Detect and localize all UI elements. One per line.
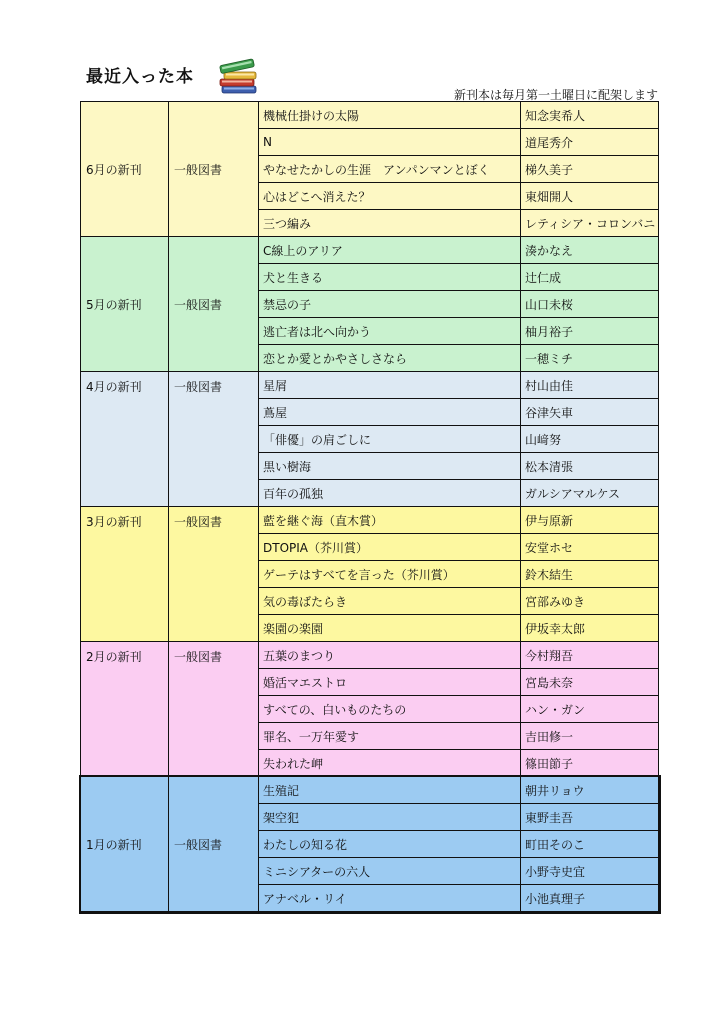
month-group	[81, 102, 659, 237]
book-title: わたしの知る花	[259, 831, 521, 858]
table-row	[81, 102, 659, 129]
book-author: 山﨑努	[521, 426, 659, 453]
book-author: 柚月裕子	[521, 318, 659, 345]
book-title: 楽園の楽園	[259, 615, 521, 642]
category-label: 一般図書	[169, 372, 259, 507]
book-title: やなせたかしの生涯 アンパンマンとぼく	[259, 156, 521, 183]
book-title: 気の毒ばたらき	[259, 588, 521, 615]
book-author: 辻仁成	[521, 264, 659, 291]
book-title: 架空犯	[259, 804, 521, 831]
book-author: 梯久美子	[521, 156, 659, 183]
book-title: アナベル・リイ	[259, 885, 521, 912]
category-label: 一般図書	[169, 102, 259, 237]
book-author: 村山由佳	[521, 372, 659, 399]
book-author: ガルシアマルケス	[521, 480, 659, 507]
month-label: 3月の新刊	[81, 507, 169, 642]
book-author: 小池真理子	[521, 885, 659, 912]
month-group	[81, 237, 659, 372]
book-title: すべての、白いものたちの	[259, 696, 521, 723]
book-author: 小野寺史宜	[521, 858, 659, 885]
category-label: 一般図書	[169, 777, 259, 912]
book-title: 生殖記	[259, 777, 521, 804]
book-title: 心はどこへ消えた？	[259, 183, 521, 210]
book-author: 道尾秀介	[521, 129, 659, 156]
category-label: 一般図書	[169, 642, 259, 777]
book-title: 黒い樹海	[259, 453, 521, 480]
book-author: 篠田節子	[521, 750, 659, 777]
book-author: 伊与原新	[521, 507, 659, 534]
book-title: 逃亡者は北へ向かう	[259, 318, 521, 345]
category-label: 一般図書	[169, 507, 259, 642]
book-title: 百年の孤独	[259, 480, 521, 507]
month-label: 5月の新刊	[81, 237, 169, 372]
book-title: 三つ編み	[259, 210, 521, 237]
book-title: 婚活マエストロ	[259, 669, 521, 696]
book-title: 機械仕掛けの太陽	[259, 102, 521, 129]
book-author: 宮島未奈	[521, 669, 659, 696]
book-author: 今村翔吾	[521, 642, 659, 669]
book-title: ミニシアターの六人	[259, 858, 521, 885]
category-label: 一般図書	[169, 237, 259, 372]
month-group	[81, 777, 659, 912]
shelving-note: 新刊本は毎月第一土曜日に配架します	[453, 88, 658, 102]
book-author: 宮部みゆき	[521, 588, 659, 615]
book-author: レティシア・コロンバニ	[521, 210, 659, 237]
book-author: ハン・ガン	[521, 696, 659, 723]
table-row	[81, 777, 659, 804]
book-author: 湊かなえ	[521, 237, 659, 264]
table-row	[81, 372, 659, 399]
book-title: 恋とか愛とかやさしさなら	[259, 345, 521, 372]
book-title: 犬と生きる	[259, 264, 521, 291]
book-title: 罪名、一万年愛す	[259, 723, 521, 750]
book-title: 失われた岬	[259, 750, 521, 777]
table-row	[81, 237, 659, 264]
month-label: 6月の新刊	[81, 102, 169, 237]
month-label: 2月の新刊	[81, 642, 169, 777]
month-group	[81, 507, 659, 642]
book-title: DTOPIA（芥川賞）	[259, 534, 521, 561]
month-label: 1月の新刊	[81, 777, 169, 912]
month-group	[81, 642, 659, 777]
book-title: 五葉のまつり	[259, 642, 521, 669]
month-label: 4月の新刊	[81, 372, 169, 507]
book-author: 町田そのこ	[521, 831, 659, 858]
book-author: 安堂ホセ	[521, 534, 659, 561]
book-title: 禁忌の子	[259, 291, 521, 318]
book-author: 東野圭吾	[521, 804, 659, 831]
book-title: 蔦屋	[259, 399, 521, 426]
book-author: 朝井リョウ	[521, 777, 659, 804]
new-books-table	[80, 101, 659, 912]
book-title: N	[259, 129, 521, 156]
table-row	[81, 507, 659, 534]
books-stack-icon	[216, 56, 260, 96]
book-author: 知念実希人	[521, 102, 659, 129]
book-author: 鈴木結生	[521, 561, 659, 588]
table-row	[81, 642, 659, 669]
book-title: C線上のアリア	[259, 237, 521, 264]
book-title: 星屑	[259, 372, 521, 399]
book-author: 東畑開人	[521, 183, 659, 210]
book-author: 一穂ミチ	[521, 345, 659, 372]
book-author: 吉田修一	[521, 723, 659, 750]
book-author: 山口未桜	[521, 291, 659, 318]
page-title: 最近入った本	[86, 67, 194, 87]
book-title: ゲーテはすべてを言った（芥川賞）	[259, 561, 521, 588]
book-title: 「俳優」の肩ごしに	[259, 426, 521, 453]
book-author: 伊坂幸太郎	[521, 615, 659, 642]
month-group	[81, 372, 659, 507]
book-author: 松本清張	[521, 453, 659, 480]
book-author: 谷津矢車	[521, 399, 659, 426]
book-title: 藍を継ぐ海（直木賞）	[259, 507, 521, 534]
